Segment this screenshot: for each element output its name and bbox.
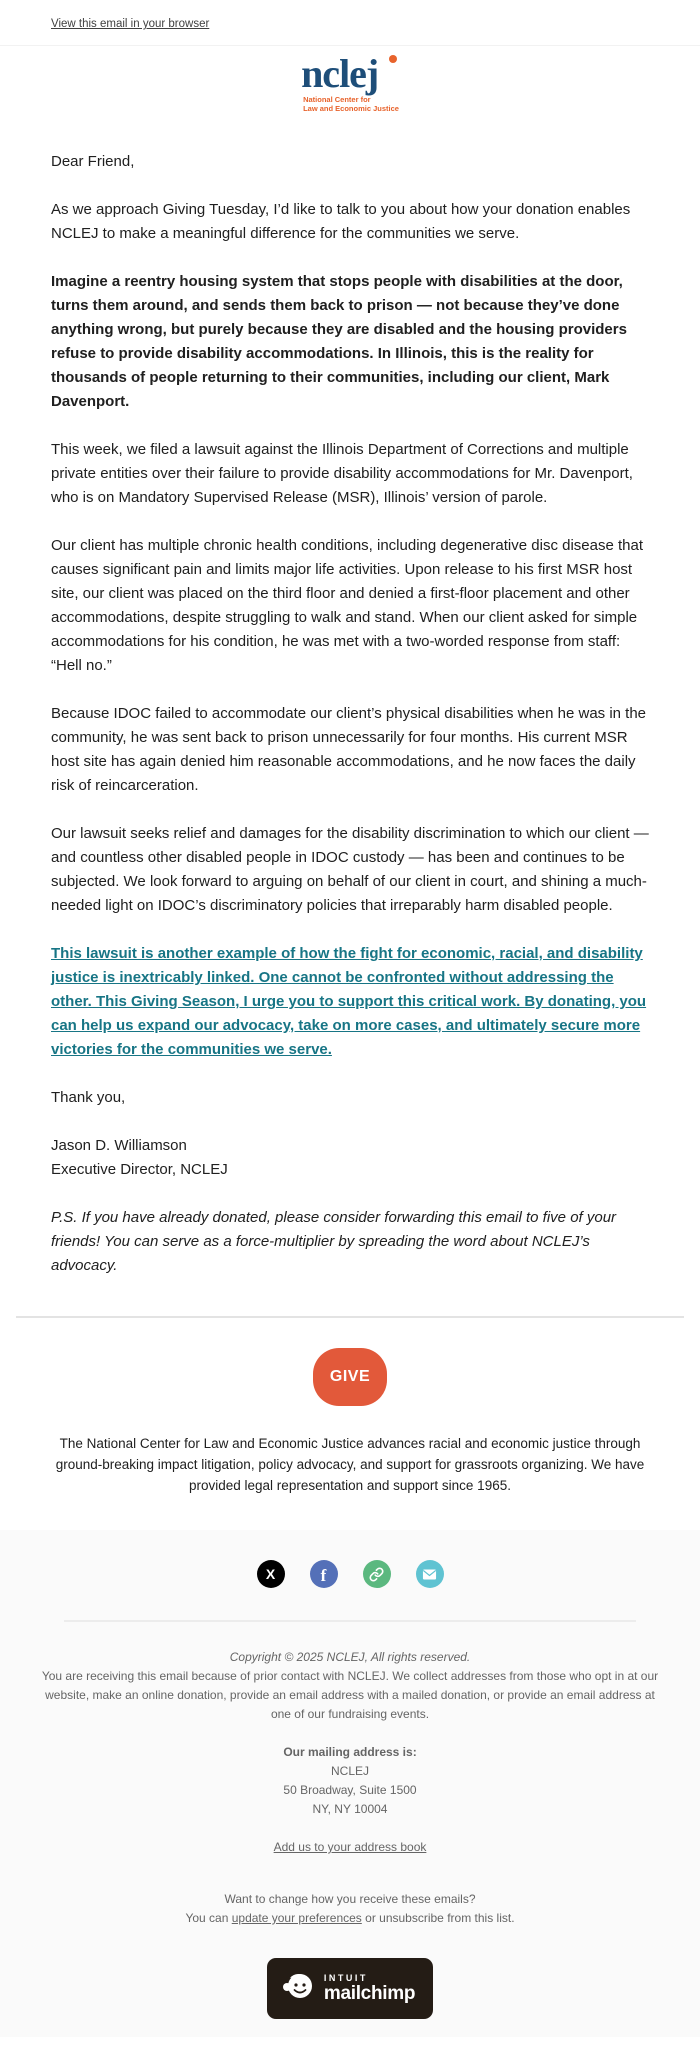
mission-statement: The National Center for Law and Economic Justice advances racial and economic justice through ground-breaking impact litigation, policy advocacy, and support for grassroots organizing. We have provided legal representation and support since 1965. [55, 1436, 645, 1493]
mailchimp-badge[interactable] [267, 1958, 433, 2019]
paragraph-lawsuit: This week, we filed a lawsuit against the Illinois Department of Corrections and multiple private entities over their failure to provide disability accommodations for Mr. Davenport, who is on Mandatory Supervised Release (MSR), Illinois’ version of parole. [51, 441, 633, 506]
paragraph-intro: As we approach Giving Tuesday, I’d like to talk to you about how your donation enables NCLEJ to make a meaningful difference for the communities we serve. [51, 201, 631, 242]
add-address-book-link[interactable]: Add us to your address book [273, 1840, 427, 1854]
logo-tagline: National Center for Law and Economic Justice [303, 95, 399, 113]
signature [51, 1134, 649, 1182]
paragraph-client: Our client has multiple chronic health conditions, including degenerative disc disease that causes significant pain and limits major life activities. Upon release to his first MSR host site, our client was placed on the third floor and denied a first-floor placement and other accommodations, despite struggling to walk and stand. When our client asked for simple accommodations for his condition, he was met with a two-worded response from staff: “Hell no.” [51, 537, 644, 674]
copyright-line: Copyright © 2025 NCLEJ, All rights reserved. [229, 1650, 471, 1664]
closing: Thank you, [51, 1089, 126, 1106]
signature-name: Jason D. Williamson [51, 1137, 187, 1154]
logo-orange-dot [389, 55, 397, 63]
preheader-bar [0, 0, 700, 46]
footer-copyright-block [0, 1648, 700, 1724]
nclej-wordmark: nclej [301, 51, 379, 96]
cta-section [0, 1318, 700, 1406]
paragraph-imagine: Imagine a reentry housing system that stops people with disabilities at the door, turns them around, and sends them back to prison — not because they’ve done anything wrong, but purely because they are disabled and the housing providers refuse to provide disability accommodations. In Illinois, this is the reality for thousands of people returning to their communities, including our client, Mark Davenport. [51, 273, 627, 410]
mailchimp-freddie-icon [281, 1970, 315, 2007]
donate-text-link[interactable]: This lawsuit is another example of how the fight for economic, racial, and disability justice is inextricably linked. One cannot be confronted without addressing the other. This Giving Season, I urge you to support this critical work. By donating, you can help us expand our advocacy, take on more cases, and ultimately secure more victories for the communities we serve. [51, 945, 647, 1058]
facebook-icon[interactable]: f [310, 1560, 338, 1588]
update-preferences-link[interactable]: update your preferences [231, 1911, 362, 1925]
mailing-label: Our mailing address is: [283, 1745, 417, 1759]
email-body [0, 116, 700, 1278]
reason-line: You are receiving this email because of prior contact with NCLEJ. We collect addresses from those who opt in at our website, make an online donation, provide an email address with a mailed donation, or provide an email address at one of our fundraising events. [41, 1669, 659, 1721]
paragraph-donate [51, 942, 649, 1062]
postscript: P.S. If you have already donated, please consider forwarding this email to five of your friends! You can serve as a force-multiplier by spreading the word about NCLEJ’s advocacy. [51, 1209, 617, 1274]
email-icon[interactable] [416, 1560, 444, 1588]
mailchimp-wordmark: INTUIT mailchimp [323, 1973, 416, 2004]
mailchimp-badge-wrap [0, 1958, 700, 2019]
website-link-icon[interactable] [363, 1560, 391, 1588]
address-line-2: NY, NY 10004 [312, 1802, 388, 1816]
give-button[interactable]: GIVE [313, 1348, 387, 1406]
x-twitter-icon[interactable]: X [257, 1560, 285, 1588]
change-emails-line: Want to change how you receive these emails? [224, 1892, 476, 1906]
footer-divider [64, 1620, 636, 1622]
footer [0, 1530, 700, 2037]
social-links [0, 1560, 700, 1588]
mailing-address-block [0, 1743, 700, 1819]
salutation: Dear Friend, [51, 153, 135, 170]
nclej-logo[interactable] [301, 51, 399, 113]
preferences-line: You can update your preferences or unsubscribe from this list. [185, 1911, 515, 1925]
header [0, 46, 700, 116]
signature-title: Executive Director, NCLEJ [51, 1161, 228, 1178]
address-line-1: 50 Broadway, Suite 1500 [283, 1783, 417, 1797]
preferences-block [0, 1890, 700, 1928]
org-name: NCLEJ [330, 1764, 369, 1778]
paragraph-idoc: Because IDOC failed to accommodate our client’s physical disabilities when he was in the community, he was sent back to prison unnecessarily for four months. His current MSR host site has again denied him reasonable accommodations, and he now faces the daily risk of reincarceration. [51, 705, 647, 794]
view-in-browser-link[interactable]: View this email in your browser [51, 18, 210, 30]
paragraph-relief: Our lawsuit seeks relief and damages for the disability discrimination to which our client — and countless other disabled people in IDOC custody — has been and continues to be subjected. We look forward to arguing on behalf of our client in court, and shining a much-needed light on IDOC’s discriminatory policies that irreparably harm disabled people. [51, 825, 649, 914]
address-book-block [0, 1838, 700, 1857]
